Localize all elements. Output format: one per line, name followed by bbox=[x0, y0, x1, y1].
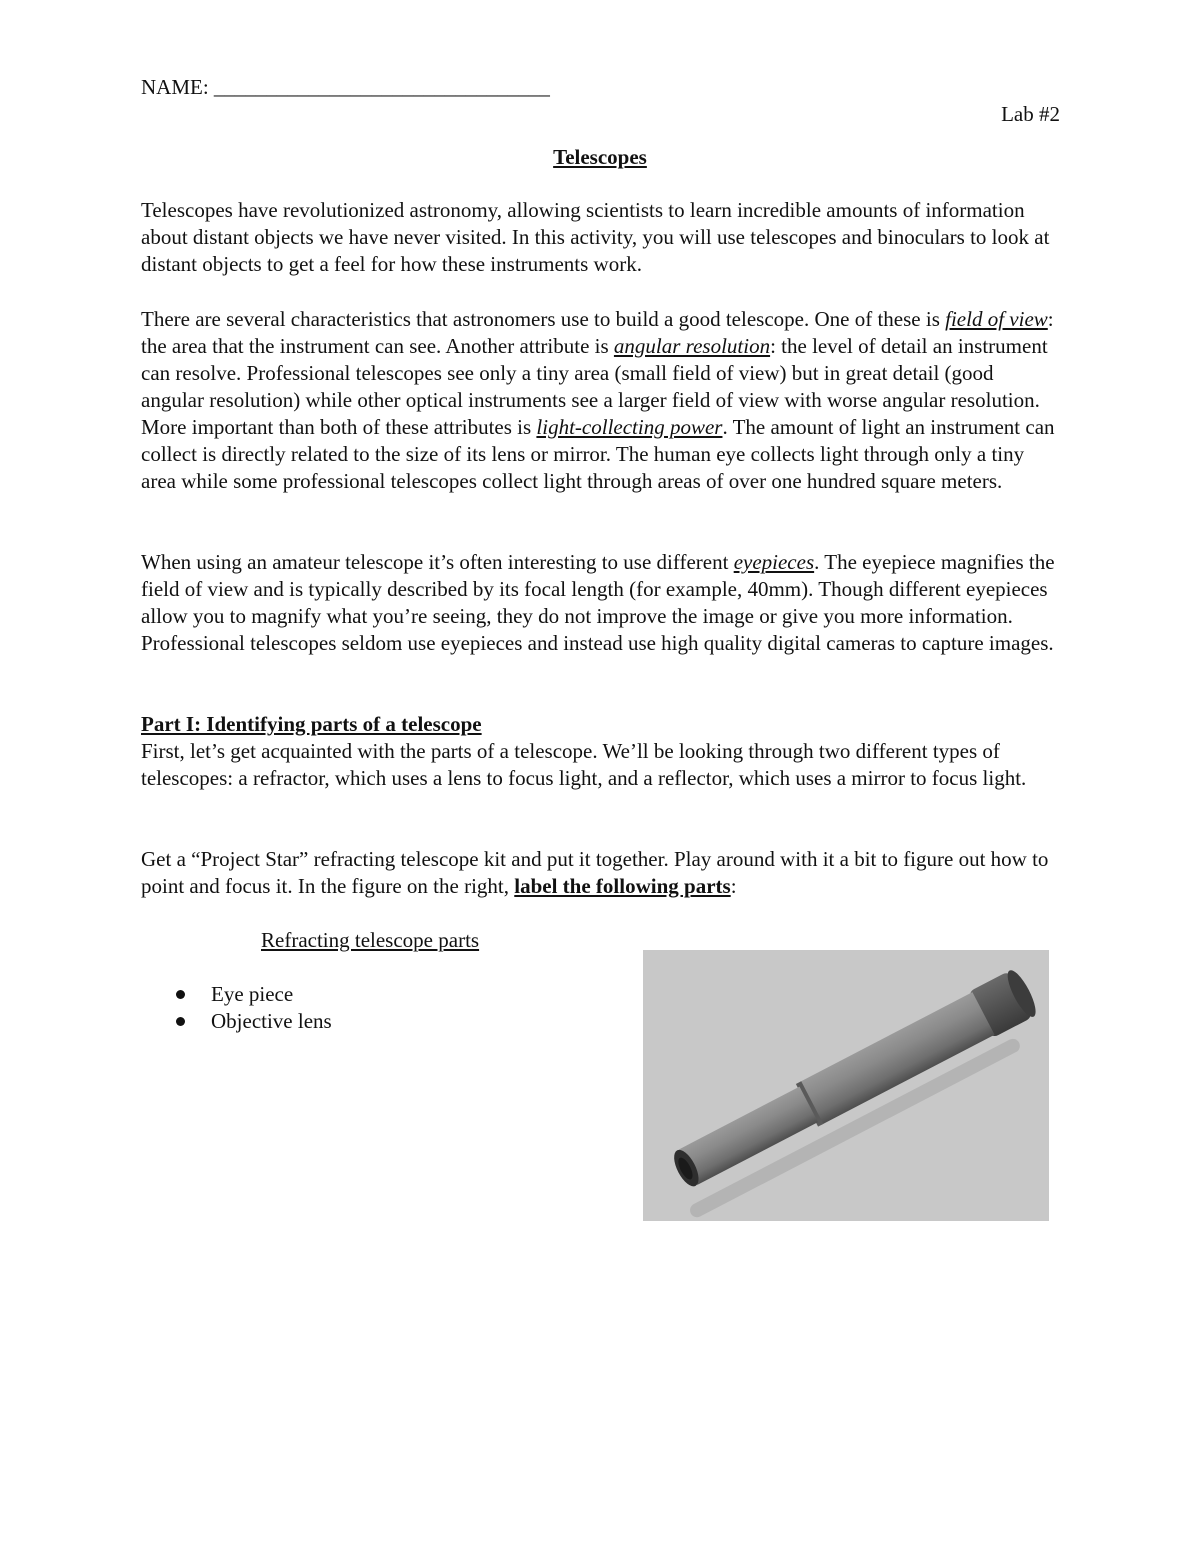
part-label-objective-lens: Objective lens bbox=[211, 1009, 332, 1033]
part1-text: First, let’s get acquainted with the parts of a telescope. We’ll be looking through two different types of telescopes: a refractor, which uses a lens to focus light, and a reflector, which uses a mirror to focus light. bbox=[141, 739, 1027, 790]
bullet-icon bbox=[176, 1017, 185, 1026]
kit-text-1: Get a “Project Star” refracting telescope kit and put it together. Play around with it a bit to figure out how to point and focus it. In the figure on the right, bbox=[141, 847, 1049, 898]
parts-list bbox=[172, 981, 332, 1035]
parts-list-heading: Refracting telescope parts bbox=[261, 928, 480, 952]
characteristics-paragraph bbox=[141, 306, 1061, 495]
eyepieces-paragraph bbox=[141, 549, 1061, 657]
page-title: Telescopes bbox=[553, 145, 647, 169]
name-field-label: NAME: ________________________________ bbox=[141, 75, 550, 99]
term-angular-resolution: angular resolution bbox=[613, 334, 771, 358]
part1-heading: Part I: Identifying parts of a telescope bbox=[141, 712, 482, 736]
part1-section bbox=[141, 711, 1061, 792]
part-label-eyepiece: Eye piece bbox=[211, 982, 294, 1006]
bullet-icon bbox=[176, 990, 185, 999]
characteristics-text-2: : the area that the instrument can see. Another attribute is bbox=[141, 307, 1054, 358]
term-eyepieces: eyepieces bbox=[733, 550, 815, 574]
term-field-of-view: field of view bbox=[945, 307, 1048, 331]
characteristics-text-3: : the level of detail an instrument can resolve. Professional telescopes see only a tiny area (small field of view) but in great detail (good angular resolution) while other optical instruments see a larger field of view with worse angular resolution. More important than both of these attributes is bbox=[141, 334, 1048, 439]
characteristics-text-4: . The amount of light an instrument can collect is directly related to the size of its lens or mirror. The human eye collects light through only a tiny area while some professional telescopes collect light through areas of over one hundred square meters. bbox=[141, 415, 1055, 493]
list-item bbox=[172, 1008, 332, 1035]
list-item bbox=[172, 981, 332, 1008]
characteristics-text-1: There are several characteristics that astronomers use to build a good telescope. One of these is bbox=[141, 307, 946, 331]
lab-number: Lab #2 bbox=[1001, 102, 1060, 126]
eyepieces-text-1: When using an amateur telescope it’s often interesting to use different bbox=[141, 550, 734, 574]
kit-paragraph bbox=[141, 846, 1061, 900]
telescope-image bbox=[643, 950, 1049, 1221]
intro-paragraph: Telescopes have revolutionized astronomy, allowing scientists to learn incredible amounts of information about distant objects we have never visited. In this activity, you will use telescopes and binoculars to look at distant objects to get a feel for how these instruments work. bbox=[141, 198, 1050, 276]
term-light-collecting-power: light-collecting power bbox=[536, 415, 723, 439]
kit-text-2: : bbox=[730, 874, 737, 898]
eyepieces-text-2: . The eyepiece magnifies the field of view and is typically described by its focal length (for example, 40mm). Though different eyepieces allow you to magnify what you’re seeing, they do not improve the image or give you more information. Professional telescopes seldom use eyepieces and instead use high quality digital cameras to capture images. bbox=[141, 550, 1055, 655]
telescope-figure bbox=[643, 950, 1049, 1221]
kit-emphasis: label the following parts bbox=[514, 874, 731, 898]
